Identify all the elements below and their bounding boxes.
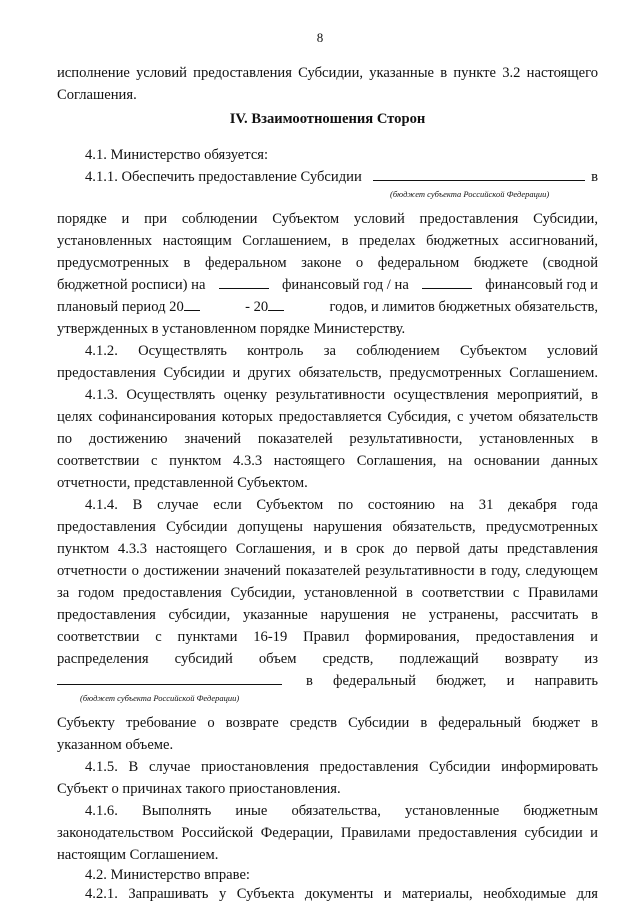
blank-year-field — [184, 298, 200, 311]
text-fragment: плановый период 20 — [57, 299, 184, 315]
text-line: законодательством Российской Федерации, Правилами предоставления субсидии и — [57, 825, 598, 841]
text-line: Субъект о причинах такого приостановления. — [57, 781, 341, 797]
page-number: 8 — [316, 30, 324, 45]
text-line: исполнение условий предоставления Субсидии, указанные в пункте 3.2 настоящего — [57, 65, 598, 81]
text-line-with-blank — [57, 672, 598, 690]
text-fragment: финансовый год / на — [281, 277, 409, 293]
text-line: 4.2.1. Запрашивать у Субъекта документы и материалы, необходимые для — [85, 886, 598, 902]
text-line: 4.2. Министерство вправе: — [85, 867, 250, 883]
text-fragment: годов, и лимитов бюджетных обязательств, — [329, 299, 598, 315]
text-line: за годом предоставления Субсидии, установленной в соответствии с Правилами — [57, 585, 598, 601]
footnote-caption: (бюджет субъекта Российской Федерации) — [80, 693, 240, 703]
text-line: соответствии с пунктом 4.3.3 настоящего Соглашения, на основании данных — [57, 453, 598, 469]
text-line: соответствии с пунктами 16-19 Правил формирования, предоставления и — [57, 629, 598, 645]
text-line: отчетности о достижении значений показателей результативности в году, следующем — [57, 563, 598, 579]
text-line-with-blank — [85, 168, 598, 186]
blank-budget-field — [57, 672, 282, 685]
text-line: Соглашения. — [57, 87, 137, 103]
text-line: Субъекту требование о возврате средств Субсидии в федеральный бюджет в — [57, 715, 598, 731]
text-fragment: 4.1.1. Обеспечить предоставление Субсидии — [85, 169, 362, 185]
text-line: порядке и при соблюдении Субъектом условий предоставления Субсидии, — [57, 211, 598, 227]
blank-year-field — [219, 276, 269, 289]
text-fragment: в федеральный бюджет, и направить — [306, 673, 598, 689]
text-line: 4.1.6. Выполнять иные обязательства, установленные бюджетным — [85, 803, 598, 819]
text-line: отчетности, представленной Субъектом. — [57, 475, 308, 491]
text-line: 4.1.4. В случае если Субъектом по состоянию на 31 декабря года — [85, 497, 598, 513]
text-line: предусмотренных в федеральном законе о федеральном бюджете (сводной — [57, 255, 598, 271]
text-fragment: в — [591, 169, 598, 185]
text-line: указанном объеме. — [57, 737, 174, 753]
text-line: предоставления Субсидии допущены нарушения обязательств, предусмотренных — [57, 519, 598, 535]
text-fragment: бюджетной росписи) на — [57, 277, 206, 293]
text-fragment: финансовый год и — [485, 277, 598, 293]
text-line-with-blank — [57, 298, 598, 316]
text-line: по достижению значений показателей результативности, установленных в — [57, 431, 598, 447]
section-heading: IV. Взаимоотношения Сторон — [229, 111, 426, 127]
text-line: 4.1.2. Осуществлять контроль за соблюдением Субъектом условий — [85, 343, 598, 359]
text-line-with-blank — [57, 276, 598, 294]
text-line: установленных настоящим Соглашением, в пределах бюджетных ассигнований, — [57, 233, 598, 249]
text-line: утвержденных в установленном порядке Министерству. — [57, 321, 406, 337]
text-line: 4.1.3. Осуществлять оценку результативности осуществления мероприятий, в — [85, 387, 598, 403]
text-line: предоставления Субсидии и других обязательств, предусмотренных Соглашением. — [57, 365, 598, 381]
footnote-caption: (бюджет субъекта Российской Федерации) — [390, 189, 550, 199]
blank-year-field — [422, 276, 472, 289]
text-line: пунктом 4.3.3 настоящего Соглашения, и в срок до первой даты представления — [57, 541, 598, 557]
text-line: целях софинансирования которых предоставляется Субсидия, с учетом обязательств — [57, 409, 598, 425]
text-line: настоящим Соглашением. — [57, 847, 219, 863]
text-fragment: - 20 — [245, 299, 269, 315]
blank-budget-field — [373, 168, 585, 181]
text-line: распределения субсидий объем средств, подлежащий возврату из — [57, 651, 598, 667]
text-line: предоставления субсидии, указанные нарушения не устранены, рассчитать в — [57, 607, 598, 623]
text-line: 4.1.5. В случае приостановления предоставления Субсидии информировать — [85, 759, 598, 775]
blank-year-field — [268, 298, 284, 311]
text-line: 4.1. Министерство обязуется: — [85, 147, 269, 163]
